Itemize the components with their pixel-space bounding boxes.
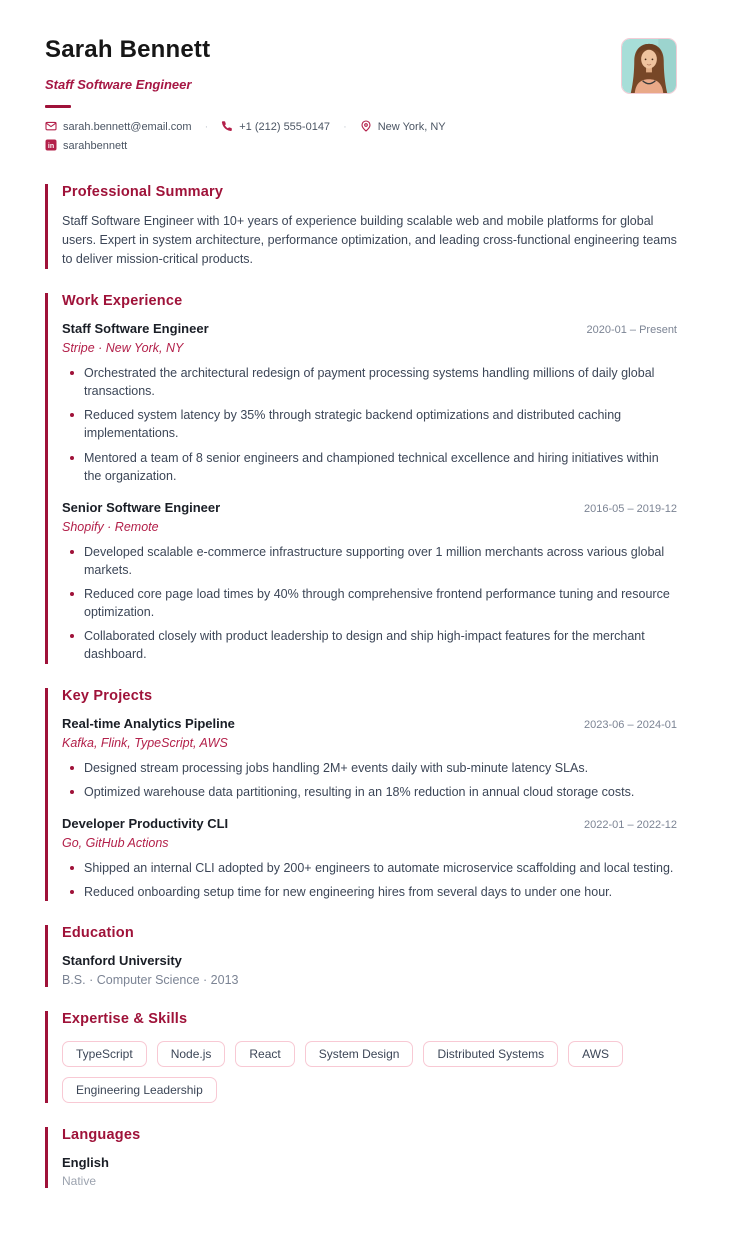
project-name: Real-time Analytics Pipeline: [62, 715, 235, 731]
contact-row-secondary: [45, 138, 446, 154]
project-header: [62, 816, 677, 831]
job-dates: 2020-01 – Present: [586, 324, 677, 336]
summary-text: Staff Software Engineer with 10+ years of experience building scalable web and mobile platforms for global users. Expert in system architecture, performance optimization, and leading cross-functional engineering teams to deliver mission-critical products.: [62, 214, 677, 266]
bullet-dot-icon: [70, 634, 74, 638]
skill-pill: System Design: [305, 1041, 414, 1067]
job-bullets: [62, 543, 677, 664]
bullet-item: Mentored a team of 8 senior engineers and championed technical excellence and hiring initiatives within the organization.: [62, 449, 677, 485]
bullet-dot-icon: [70, 890, 74, 894]
section-education: [45, 925, 677, 987]
contact-linkedin-value: sarahbennett: [63, 140, 128, 152]
section-projects: [45, 688, 677, 902]
bullet-dot-icon: [70, 371, 74, 375]
bullet-dot-icon: [70, 592, 74, 596]
bullet-item: Developed scalable e-commerce infrastructure supporting over 1 million merchants across various global markets.: [62, 543, 677, 579]
candidate-name: Sarah Bennett: [45, 36, 211, 63]
bullet-item: Optimized warehouse data partitioning, resulting in an 18% reduction in annual cloud storage costs.: [62, 783, 677, 801]
project-dates: 2022-01 – 2022-12: [584, 818, 677, 831]
project-stack: Kafka, Flink, TypeScript, AWS: [62, 735, 228, 750]
bullet-item: Shipped an internal CLI adopted by 200+ engineers to automate microservice scaffolding and local testing.: [62, 859, 677, 877]
section-summary: [45, 184, 677, 269]
contact-info: [45, 119, 446, 154]
map-pin-icon: [360, 120, 372, 135]
contact-phone: [221, 120, 330, 135]
skill-pill: AWS: [568, 1041, 623, 1067]
job-role: Senior Software Engineer: [62, 499, 221, 515]
section-experience: [45, 293, 677, 664]
svg-text:in: in: [47, 142, 55, 150]
education-school: Stanford University: [62, 953, 182, 968]
project-name: Developer Productivity CLI: [62, 815, 229, 831]
job-dates: 2016-05 – 2019-12: [584, 502, 677, 515]
bullet-dot-icon: [70, 766, 74, 770]
project-header: [62, 716, 677, 731]
skills-list: [62, 1041, 677, 1103]
project-dates: 2023-06 – 2024-01: [584, 718, 677, 731]
bullet-item: Reduced core page load times by 40% through comprehensive frontend performance tuning and resource optimization.: [62, 585, 677, 621]
project-bullets: [62, 759, 677, 801]
header: [45, 36, 677, 154]
job-header: [62, 321, 677, 336]
skill-pill: React: [235, 1041, 294, 1067]
bullet-item: Collaborated closely with product leadership to design and ship high-impact features for the merchant dashboard.: [62, 627, 677, 663]
education-title: Education: [62, 925, 134, 941]
contact-separator: ·: [204, 121, 209, 133]
languages-title: Languages: [62, 1127, 141, 1143]
skill-pill: Distributed Systems: [423, 1041, 558, 1067]
section-skills: [45, 1011, 677, 1103]
profile-photo: [621, 38, 677, 94]
job-bullets: [62, 364, 677, 485]
project-entry: [62, 816, 677, 901]
contact-phone-value: +1 (212) 555-0147: [239, 121, 331, 133]
email-icon: [45, 120, 57, 135]
job-company: Stripe · New York, NY: [62, 341, 184, 355]
project-bullets: [62, 859, 677, 901]
job-entry: [62, 321, 677, 485]
job-role: Staff Software Engineer: [62, 321, 209, 336]
language-item: [62, 1155, 677, 1188]
bullet-dot-icon: [70, 550, 74, 554]
contact-location: [360, 120, 446, 135]
job-header: [62, 500, 677, 515]
bullet-item: Reduced system latency by 35% through strategic backend optimizations and distributed caching implementations.: [62, 406, 677, 442]
skill-pill: TypeScript: [62, 1041, 147, 1067]
experience-title: Work Experience: [62, 293, 183, 309]
section-languages: [45, 1127, 677, 1188]
project-entry: [62, 716, 677, 801]
education-details: B.S. · Computer Science · 2013: [62, 973, 239, 987]
projects-title: Key Projects: [62, 687, 153, 704]
contact-separator: ·: [343, 121, 347, 133]
title-divider: [45, 105, 71, 108]
bullet-item: Orchestrated the architectural redesign of payment processing systems handling millions of daily global transactions.: [62, 364, 677, 400]
bullet-item: Designed stream processing jobs handling 2M+ events daily with sub-minute latency SLAs.: [62, 759, 677, 777]
header-left: [45, 36, 446, 154]
linkedin-icon: [45, 139, 57, 154]
contact-linkedin: [45, 139, 127, 154]
bullet-item: Reduced onboarding setup time for new engineering hires from several days to under one hour.: [62, 883, 677, 901]
phone-icon: [221, 120, 233, 135]
project-stack: Go, GitHub Actions: [62, 835, 169, 850]
skill-pill: Engineering Leadership: [62, 1077, 217, 1103]
contact-email: [45, 120, 192, 135]
contact-email-value: sarah.bennett@email.com: [63, 121, 192, 133]
bullet-dot-icon: [70, 790, 74, 794]
candidate-job-title: Staff Software Engineer: [45, 77, 192, 92]
language-name: English: [62, 1155, 109, 1170]
job-company: Shopify · Remote: [62, 519, 159, 534]
skills-title: Expertise & Skills: [62, 1011, 188, 1027]
summary-title: Professional Summary: [62, 184, 224, 200]
bullet-dot-icon: [70, 413, 74, 417]
language-level: Native: [62, 1174, 97, 1188]
skill-pill: Node.js: [157, 1041, 226, 1067]
bullet-dot-icon: [70, 866, 74, 870]
job-entry: [62, 500, 677, 664]
contact-row-primary: [45, 119, 446, 135]
contact-location-value: New York, NY: [377, 121, 446, 133]
bullet-dot-icon: [70, 456, 74, 460]
